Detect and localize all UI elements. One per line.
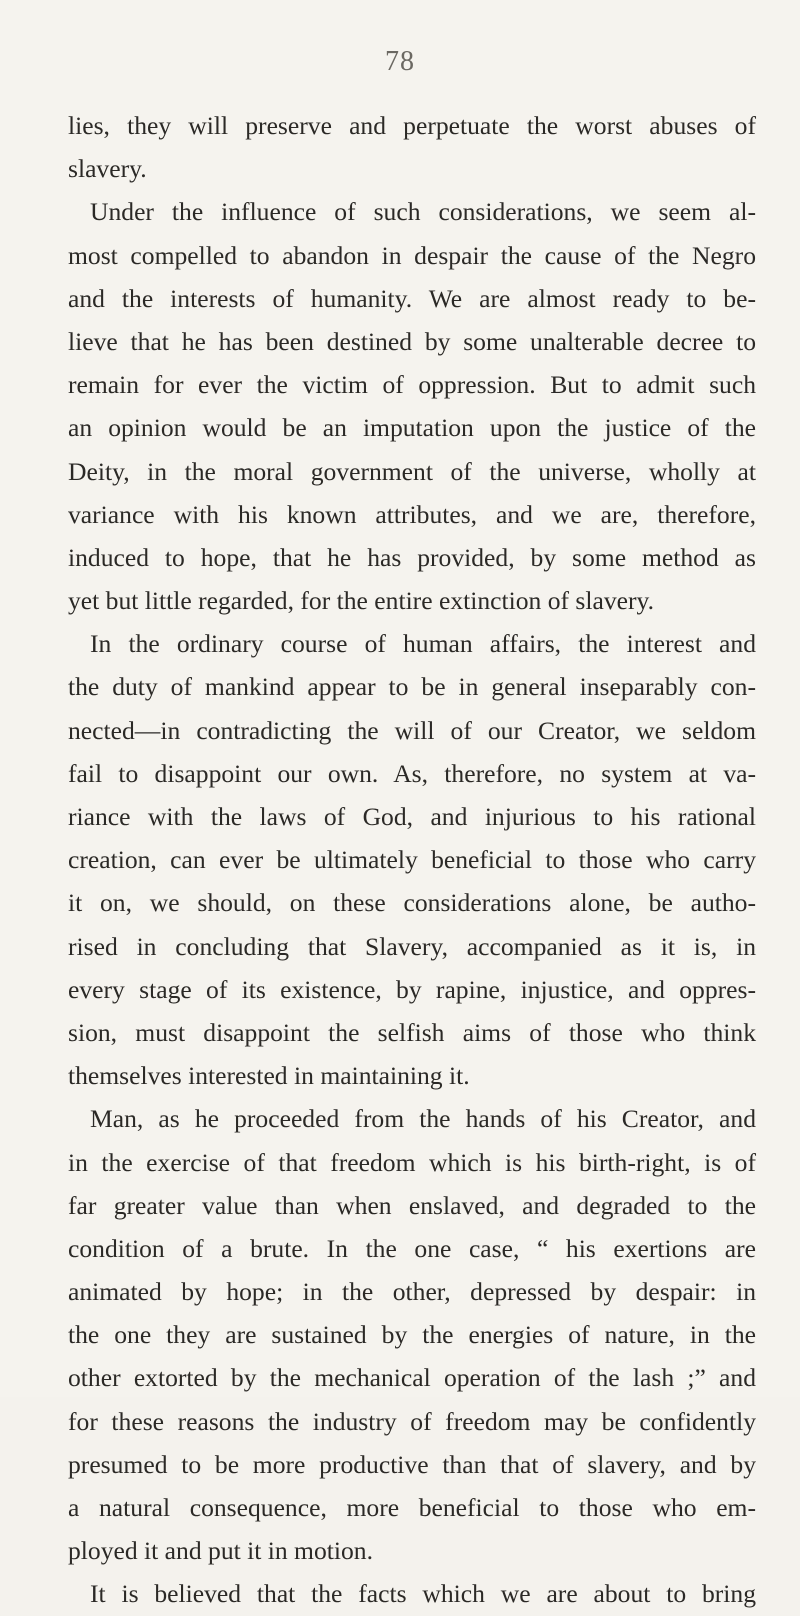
text-line: and the interests of humanity. We are almost ready to be- (68, 283, 756, 313)
text-line: variance with his known attributes, and we are, therefore, (68, 499, 756, 529)
text-line: Deity, in the moral government of the universe, wholly at (68, 456, 756, 486)
text-line: riance with the laws of God, and injurious to his rational (68, 802, 756, 831)
text-line: themselves interested in maintaining it. (68, 1061, 470, 1091)
text-line: ployed it and put it in motion. (68, 1536, 373, 1566)
text-line: most compelled to abandon in despair the cause of the Negro (68, 240, 756, 270)
text-line: Under the influence of such considerations, we seem al- (90, 197, 756, 227)
text-line: in the exercise of that freedom which is his birth-right, is of (68, 1147, 756, 1177)
text-line: presumed to be more productive than that of slavery, and by (68, 1449, 756, 1479)
text-line: lieve that he has been destined by some unalterable decree to (68, 326, 756, 356)
text-line: rised in concluding that Slavery, accompanied as it is, in (68, 931, 756, 961)
text-line: creation, can ever be ultimately beneficial to those who carry (68, 845, 756, 875)
text-line: condition of a brute. In the one case, “ his exertions are (68, 1233, 756, 1263)
body-text (68, 104, 756, 1616)
text-line: every stage of its existence, by rapine, injustice, and oppres- (68, 974, 756, 1004)
text-line: animated by hope; in the other, depressed by despair: in (68, 1277, 756, 1307)
text-line: other extorted by the mechanical operation of the lash ;” and (68, 1363, 756, 1393)
text-line: far greater value than when enslaved, and degraded to the (68, 1190, 756, 1220)
text-line: sion, must disappoint the selfish aims of those who think (68, 1017, 756, 1047)
text-line: slavery. (68, 154, 147, 184)
text-line: an opinion would be an imputation upon the justice of the (68, 413, 756, 443)
page-number: 78 (385, 46, 415, 77)
text-line: lies, they will preserve and perpetuate the worst abuses of (68, 111, 756, 140)
text-line: the duty of mankind appear to be in general inseparably con- (68, 672, 756, 702)
text-line: remain for ever the victim of oppression. But to admit such (68, 370, 756, 400)
text-line: induced to hope, that he has provided, by some method as (68, 542, 756, 572)
text-line: nected—in contradicting the will of our Creator, we seldom (68, 715, 756, 745)
text-line: it on, we should, on these considerations alone, be autho- (68, 888, 756, 918)
text-line: the one they are sustained by the energies of nature, in the (68, 1320, 756, 1350)
text-line: In the ordinary course of human affairs, the interest and (90, 629, 756, 659)
text-line: fail to disappoint our own. As, therefore, no system at va- (68, 758, 756, 788)
text-line: Man, as he proceeded from the hands of his Creator, and (90, 1104, 756, 1134)
text-line: yet but little regarded, for the entire extinction of slavery. (68, 586, 655, 616)
text-line: a natural consequence, more beneficial to those who em- (68, 1493, 756, 1522)
text-line: It is believed that the facts which we are about to bring (90, 1579, 756, 1609)
text-line: for these reasons the industry of freedom may be confidently (68, 1406, 756, 1436)
